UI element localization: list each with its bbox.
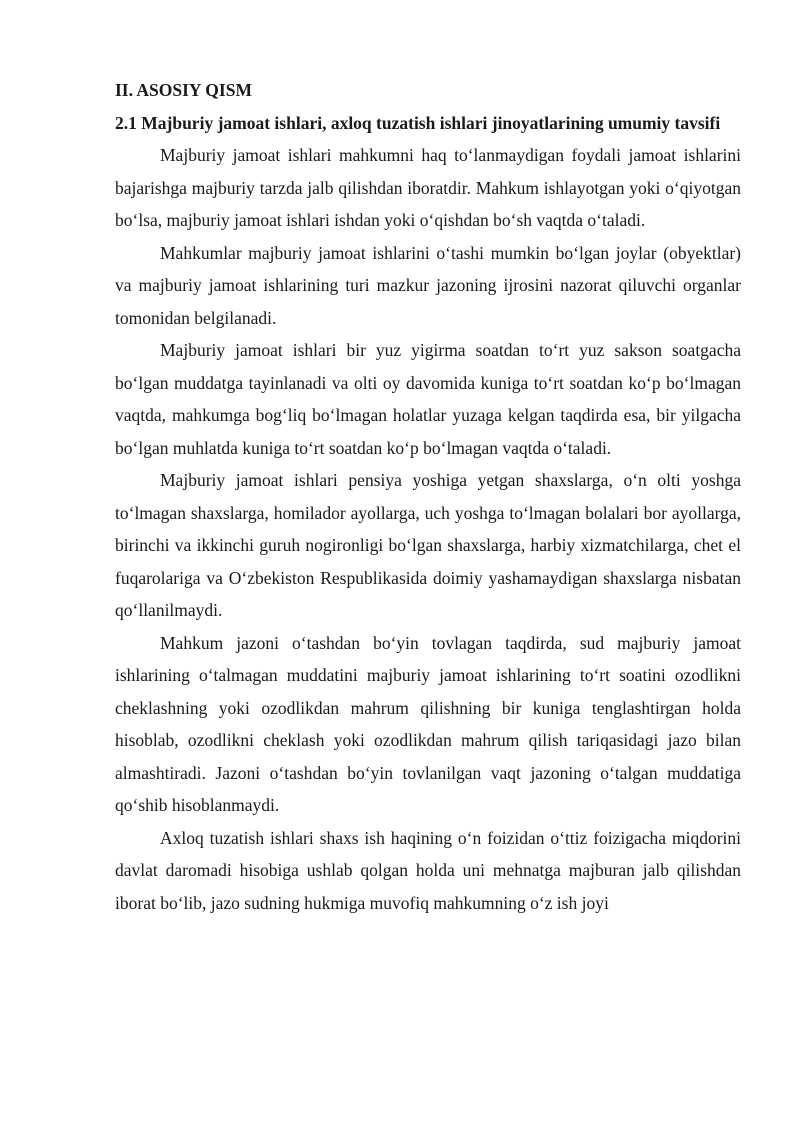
paragraph-6: Axloq tuzatish ishlari shaxs ish haqining o‘n foizidan o‘ttiz foizigacha miqdorini davlat daromadi hisobiga ushlab qolgan holda uni mehnatga majburan jalb qilishdan iborat bo‘lib, jazo sudning hukmiga muvofiq mahkumning o‘z ish joyi	[115, 827, 741, 913]
paragraph-4: Majburiy jamoat ishlari pensiya yoshiga yetgan shaxslarga, o‘n olti yoshga to‘lmagan shaxslarga, homilador ayollarga, uch yoshga to‘lmagan bolalari bor ayollarga, birinchi va ikkinchi guruh nogironligi bo‘lgan shaxslarga, harbiy xizmatchilarga, chet el fuqarolariga va O‘zbekiston Respublikasida doimiy yashamaydigan shaxslarga nisbatan qo‘llanilmaydi.	[115, 470, 741, 620]
part-heading: II. ASOSIY QISM	[115, 80, 252, 100]
paragraph-2: Mahkumlar majburiy jamoat ishlarini o‘tashi mumkin bo‘lgan joylar (obyektlar) va majburiy jamoat ishlarining turi mazkur jazoning ijrosini nazorat qiluvchi organlar tomonidan belgilanadi.	[115, 242, 741, 328]
paragraph-5: Mahkum jazoni o‘tashdan bo‘yin tovlagan taqdirda, sud majburiy jamoat ishlarining o‘talmagan muddatini majburiy jamoat ishlarining to‘rt soatini ozodlikni cheklashning yoki ozodlikdan mahrum qilishning bir kuniga tenglashtirgan holda hisoblab, ozodlikni cheklash yoki ozodlikdan mahrum qilish tariqasidagi jazo bilan almashtiradi. Jazoni o‘tashdan bo‘yin tovlanilgan vaqt jazoning o‘talgan muddatiga qo‘shib hisoblanmaydi.	[115, 632, 741, 815]
paragraph-3: Majburiy jamoat ishlari bir yuz yigirma soatdan to‘rt yuz sakson soatgacha bo‘lgan muddatga tayinlanadi va olti oy davomida kuniga to‘rt soatdan ko‘p bo‘lmagan vaqtda, mahkumga bog‘liq bo‘lmagan holatlar yuzaga kelgan taqdirda esa, bir yilgacha bo‘lgan muhlatda kuniga to‘rt soatdan ko‘p bo‘lmagan vaqtda o‘taladi.	[115, 340, 741, 458]
section-title: 2.1 Majburiy jamoat ishlari, axloq tuzatish ishlari jinoyatlarining umumiy tavsifi	[115, 112, 721, 133]
document-page	[115, 74, 741, 919]
paragraph-1: Majburiy jamoat ishlari mahkumni haq to‘lanmaydigan foydali jamoat ishlarini bajarishga majburiy tarzda jalb qilishdan iboratdir. Mahkum ishlayotgan yoki o‘qiyotgan bo‘lsa, majburiy jamoat ishlari ishdan yoki o‘qishdan bo‘sh vaqtda o‘taladi.	[115, 145, 741, 230]
